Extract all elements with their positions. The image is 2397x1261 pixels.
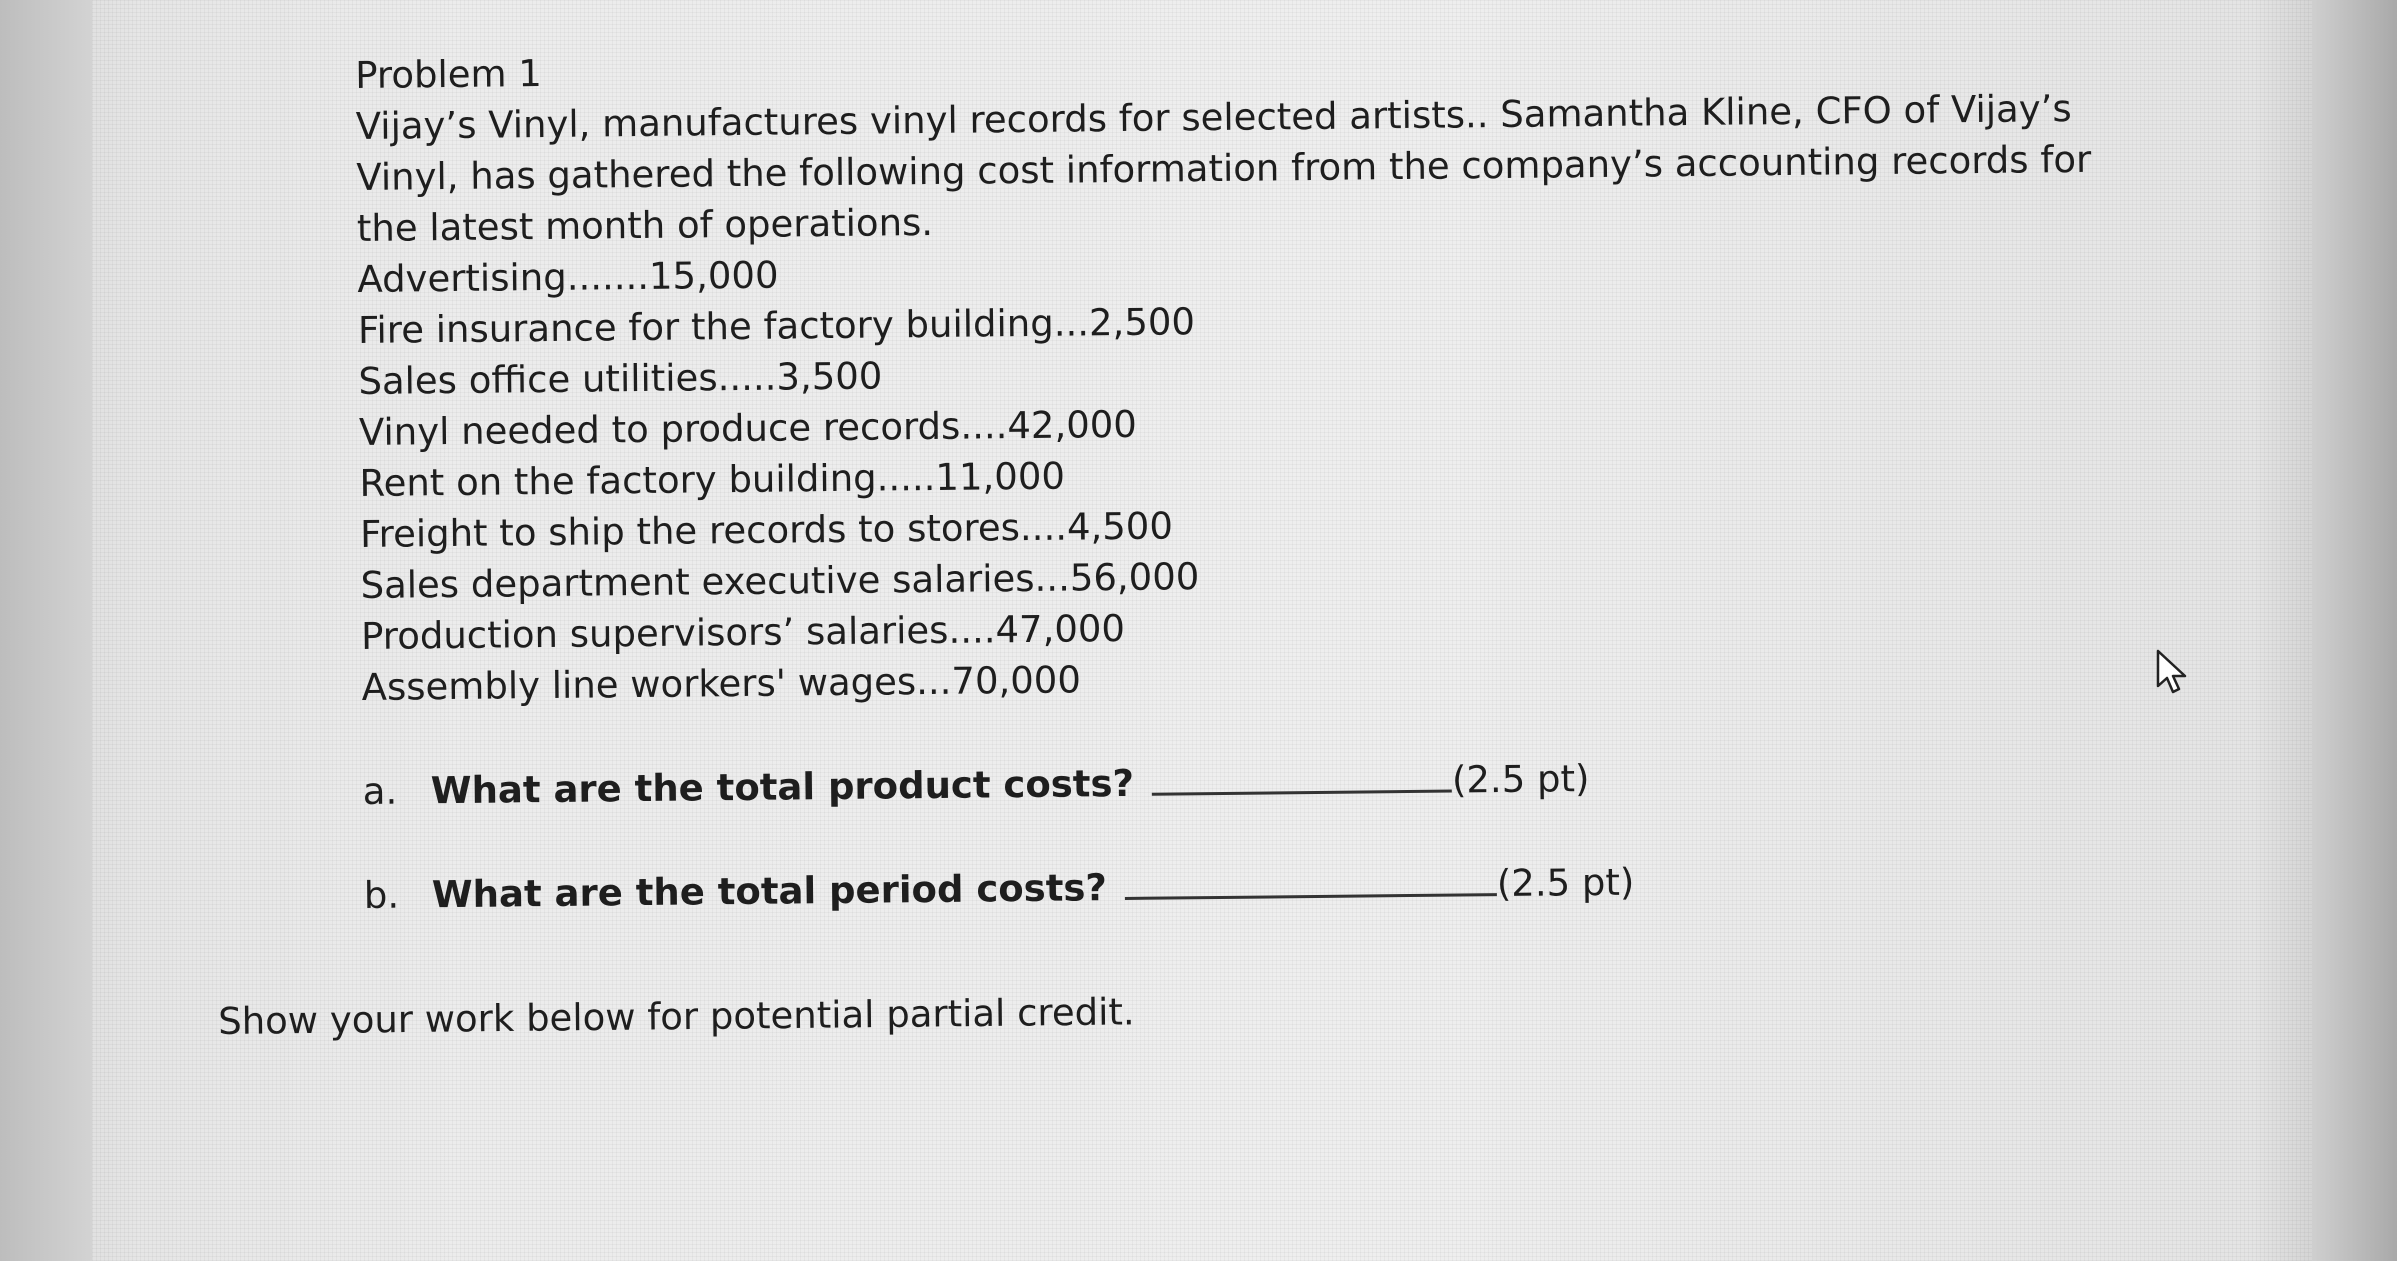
problem-document	[355, 31, 2165, 973]
question-points: (2.5 pt)	[1496, 860, 1635, 906]
monitor-bezel-right	[2312, 0, 2397, 1261]
question-a	[362, 746, 2163, 825]
cost-item: Sales department executive salaries...56,000	[360, 555, 1200, 607]
cost-item: Vinyl needed to produce records....42,000	[358, 402, 1138, 454]
cost-item: Sales office utilities.....3,500	[358, 354, 883, 403]
cost-item: Rent on the factory building.....11,000	[359, 454, 1066, 505]
question-letter: b.	[363, 873, 400, 917]
problem-title: Problem 1	[355, 52, 543, 97]
question-letter: a.	[362, 769, 398, 813]
cost-item: Freight to ship the records to stores....4,500	[359, 504, 1174, 556]
answer-blank-b[interactable]	[1125, 857, 1497, 900]
answer-blank-a[interactable]	[1152, 754, 1452, 796]
cost-item: Production supervisors’ salaries....47,000	[360, 606, 1126, 658]
question-b	[364, 850, 2165, 929]
cost-item: Advertising.......15,000	[357, 253, 779, 301]
question-list	[362, 746, 2164, 929]
cost-item: Assembly line workers' wages...70,000	[361, 658, 1082, 709]
question-points: (2.5 pt)	[1451, 757, 1590, 802]
mouse-pointer-icon	[2155, 648, 2191, 696]
show-work-instruction: Show your work below for potential partial credit.	[218, 990, 1135, 1043]
monitor-bezel-left	[0, 0, 92, 1261]
question-text: What are the total product costs?	[430, 761, 1135, 813]
cost-item: Fire insurance for the factory building...2,500	[357, 300, 1196, 352]
problem-intro: Vijay’s Vinyl, manufactures vinyl records for selected artists.. Samantha Kline, CFO of Vijay’s Vinyl, has gathered the following cost information from the company’s accounting records for the latest month of operations.	[355, 87, 2092, 250]
question-text: What are the total period costs?	[431, 866, 1108, 917]
